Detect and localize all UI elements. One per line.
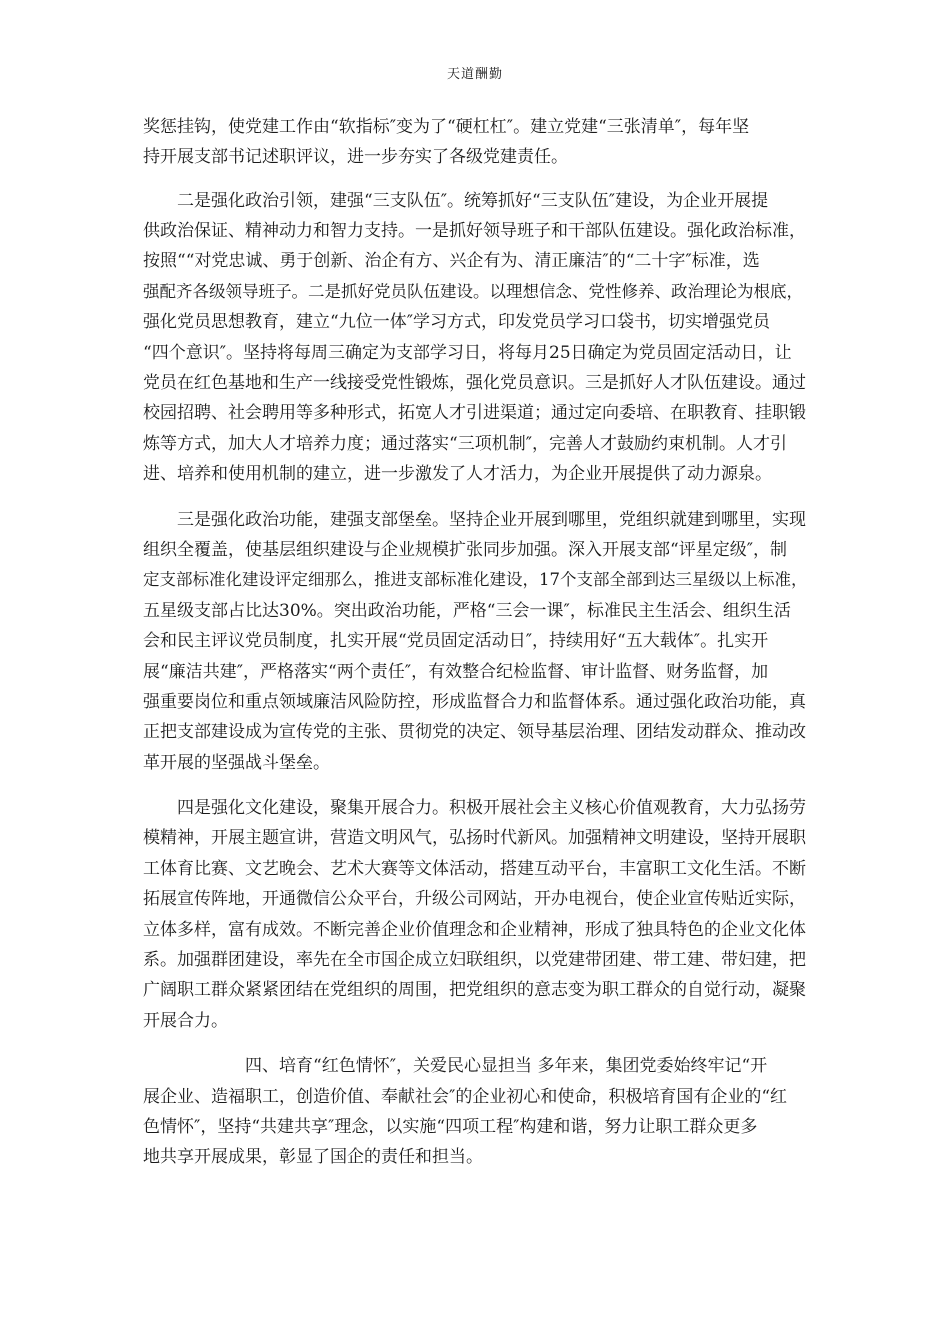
text-line: 持开展支部书记述职评议，进一步夯实了各级党建责任。 [143,147,568,167]
paragraph-first-line: 二是强化政治引领，建强“三支队伍″。统筹抓好“三支队伍″建设，为企业开展提 [177,191,769,211]
text-line: 色情怀″，坚持“共建共享″理念，以实施“四项工程″构建和谐，努力让职工群众更多 [143,1117,758,1137]
text-line: 会和民主评议党员制度，扎实开展“党员固定活动日″，持续用好“五大载体″。扎实开 [143,631,769,651]
text-line: 炼等方式，加大人才培养力度；通过落实“三项机制″，完善人才鼓励约束机制。人才引 [143,434,788,454]
paragraph-first-line: 三是强化政治功能，建强支部堡垒。坚持企业开展到哪里，党组织就建到哪里，实现 [177,510,806,530]
text-line: 强重要岗位和重点领域廉洁风险防控，形成监督合力和监督体系。通过强化政治功能，真 [143,692,806,712]
text-line: 定支部标准化建设评定细那么，推进支部标准化建设，17个支部全部到达三星级以上标准， [143,570,808,589]
text-line: 地共享开展成果，彰显了国企的责任和担当。 [143,1147,483,1167]
text-line: 拓展宣传阵地，开通微信公众平台，升级公司网站，开办电视台，使企业宣传贴近实际， [143,889,806,909]
text-line: 强化党员思想教育，建立“九位一体″学习方式，印发党员学习口袋书，切实增强党员 [143,312,771,332]
text-line: 正把支部建设成为宣传党的主张、贯彻党的决定、领导基层治理、团结发动群众、推动改 [143,722,806,742]
text-line: 展“廉洁共建″，严格落实“两个责任″，有效整合纪检监督、审计监督、财务监督，加 [143,662,769,682]
text-line: 党员在红色基地和生产一线接受党性锻炼，强化党员意识。三是抓好人才队伍建设。通过 [143,373,806,393]
text-line: 按照““对党忠诚、勇于创新、治企有方、兴企有为、清正廉洁″的“二十字″标准，选 [143,251,760,271]
text-line: 革开展的坚强战斗堡垒。 [143,753,330,773]
text-line: 广阔职工群众紧紧团结在党组织的周围，把党组织的意志变为职工群众的自觉行动，凝聚 [143,980,806,1000]
text-line: 模精神，开展主题宣讲，营造文明风气，弘扬时代新风。加强精神文明建设，坚持开展职 [143,828,806,848]
text-line: 组织全覆盖，使基层组织建设与企业规模扩张同步加强。深入开展支部“评星定级″，制 [143,540,788,560]
text-line: 展企业、造福职工，创造价值、奉献社会″的企业初心和使命，积极培育国有企业的“红 [143,1087,788,1107]
text-line: 奖惩挂钩，使党建工作由“软指标″变为了“硬杠杠″。建立党建“三张清单″，每年坚 [143,117,750,137]
text-line: 强配齐各级领导班子。二是抓好党员队伍建设。以理想信念、党性修养、政治理论为根底， [143,282,803,301]
page-header: 天道酬勤 [446,67,503,82]
text-line: 校园招聘、社会聘用等多种形式，拓宽人才引进渠道；通过定向委培、在职教育、挂职锻 [143,403,806,423]
text-line: 供政治保证、精神动力和智力支持。一是抓好领导班子和干部队伍建设。强化政治标准， [143,221,806,241]
text-line: 工体育比赛、文艺晚会、艺术大赛等文体活动，搭建互动平台，丰富职工文化生活。不断 [143,859,806,879]
text-line: 立体多样，富有成效。不断完善企业价值理念和企业精神，形成了独具特色的企业文化体 [143,920,806,940]
text-line: 开展合力。 [143,1011,228,1031]
text-line: 进、培养和使用机制的建立，进一步激发了人才活力，为企业开展提供了动力源泉。 [143,464,772,484]
text-line: 系。加强群团建设，率先在全市国企成立妇联组织，以党建带团建、带工建、带妇建，把 [143,950,806,970]
section-heading-line: 四、培育“红色情怀″，关爱民心显担当 多年来，集团党委始终牢记“开 [245,1056,768,1076]
paragraph-first-line: 四是强化文化建设，聚集开展合力。积极开展社会主义核心价值观教育，大力弘扬劳 [177,798,806,818]
text-line: “四个意识″。坚持将每周三确定为支部学习日，将每月25日确定为党员固定活动日，让 [143,343,792,363]
text-line: 五星级支部占比达30%。突出政治功能，严格“三会一课″，标准民主生活会、组织生活 [143,601,791,621]
